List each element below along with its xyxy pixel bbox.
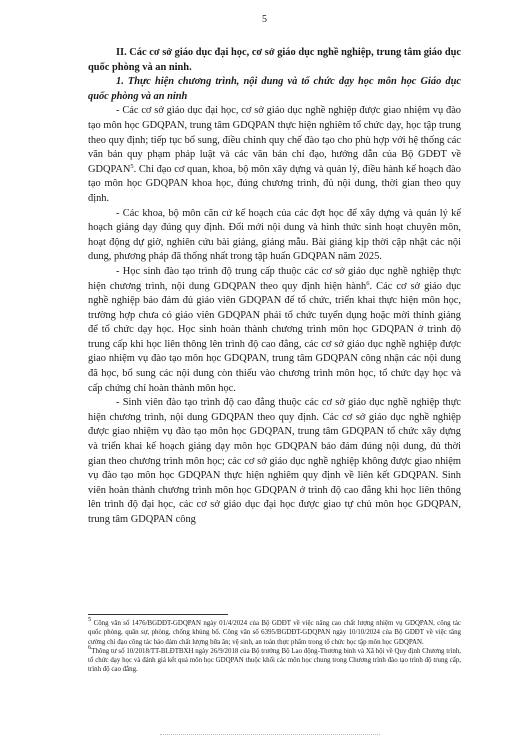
footnote-ref-5: 5 [130, 162, 134, 170]
footnote-ref-6: 6 [366, 279, 370, 287]
paragraph-1-text-cont: . Chỉ đạo cơ quan, khoa, bộ môn xây dựng và quản lý, điều hành kế hoạch đào tạo môn học GDQPAN khoa học, đúng chương trình, đủ nội dung, thời gian theo quy định. [88, 163, 461, 204]
footnote-divider [88, 614, 228, 615]
footnotes [88, 616, 461, 675]
subsection-heading: 1. Thực hiện chương trình, nội dung và tổ chức dạy học môn học Giáo dục quốc phòng và an ninh [88, 76, 461, 102]
paragraph-4: - Sinh viên đào tạo trình độ cao đẳng thuộc các cơ sở giáo dục nghề nghiệp thực hiện chương trình, nội dung GDQPAN theo quy định. Các cơ sở giáo dục nghề nghiệp được giao nhiệm vụ đào tạo môn học GDQPAN, trung tâm GDQPAN tổ chức xây dựng và triển khai kế hoạch giảng dạy môn học GDQPAN bảo đảm đúng nội dung, đủ thời gian theo chương trình môn học; các cơ sở giáo dục nghề nghiệp không được giao nhiệm vụ đào tạo môn học GDQPAN thực hiện nghiêm quy định về liên kết GDQPAN. Sinh viên hoàn thành chương trình môn học GDQPAN ở trình độ cao đẳng khi học liên thông lên trình độ đại học, các cơ sở giáo dục đại học được giao tự chủ môn học GDQPAN, trung tâm GDQPAN công [88, 397, 461, 525]
footnote-5 [88, 616, 461, 647]
section-heading: II. Các cơ sở giáo dục đại học, cơ sở giáo dục nghề nghiệp, trung tâm giáo dục quốc phòng và an ninh. [88, 47, 461, 73]
paragraph-1 [88, 104, 461, 206]
page-number: 5 [262, 14, 267, 25]
paragraph-3-text-cont: . Các cơ sở giáo dục nghề nghiệp bảo đảm đủ giáo viên GDQPAN để tổ chức, triển khai thực hiện môn học, trường hợp chưa có giáo viên GDQPAN phải tổ chức tuyển dụng hoặc mời thỉnh giảng để tổ chức dạy học. Học sinh hoàn thành chương trình môn học GDQPAN ở trình độ trung cấp khi học liên thông lên trình độ cao đẳng, các cơ sở giáo dục nghề nghiệp được giao nhiệm vụ đào tạo môn học GDQPAN, trung tâm GDQPAN công nhận các nội dung đã học, bổ sung các nội dung còn thiếu vào chương trình môn học, tổ chức dạy học và cấp chứng chỉ hoàn thành môn học. [88, 280, 461, 394]
paragraph-1-text: - Các cơ sở giáo dục đại học, cơ sở giáo dục nghề nghiệp được giao nhiệm vụ đào tạo môn học GDQPAN, trung tâm GDQPAN thực hiện nghiêm tổ chức dạy, học tập trung theo quy định; tiếp tục bổ sung, điều chỉnh quy chế đào tạo cho phù hợp với hệ thống các văn bản quy phạm pháp luật và các văn bản chỉ đạo, hướng dẫn của Bộ GDĐT về GDQPAN [88, 105, 461, 175]
paragraph-3-text: - Học sinh đào tạo trình độ trung cấp thuộc các cơ sở giáo dục nghề nghiệp thực hiện chương trình, nội dung GDQPAN theo quy định hiện hành [88, 265, 461, 292]
paragraph-3 [88, 265, 461, 396]
footnote-5-mark: 5 [88, 616, 92, 623]
footnote-5-text: Công văn số 1476/BGDĐT-GDQPAN ngày 01/4/2024 của Bộ GDĐT về việc nâng cao chất lượng nhiệm vụ GDQPAN, công tác quốc phòng, quân sự, phòng, chống khủng bố. Công văn số 6395/BGDĐT-GDQPAN ngày 10/10/2024 của Bộ GDĐT về việc tăng cường chỉ đạo công tác bảo đảm chất lượng bữa ăn; vệ sinh, an toàn thực phẩm trong tổ chức học tập môn học GDQPAN. [88, 620, 461, 646]
footnote-6 [88, 643, 461, 675]
scan-artifact-line [160, 734, 380, 735]
footnote-6-text: Thông tư số 10/2018/TT-BLĐTBXH ngày 26/9/2018 của Bộ trưởng Bộ Lao động-Thương binh và Xã hội về Quy định Chương trình, tổ chức dạy học và đánh giá kết quả môn học GDQPAN thuộc khối các môn học chung trong Chương trình đào tạo trình độ trung cấp, trình độ cao đẳng. [88, 647, 461, 674]
paragraph-2: - Các khoa, bộ môn căn cứ kế hoạch của các đợt học để xây dựng và quản lý kế hoạch giảng dạy đúng quy định. Đổi mới nội dung và hình thức sinh hoạt chuyên môn, hoạt động dự giờ, nghiên cứu bài giảng, giảng mẫu. Bài giảng kịp thời cập nhật các nội dung, phương pháp đã thống nhất trong tập huấn GDQPAN năm 2025. [88, 207, 461, 263]
footnote-6-mark: 6 [88, 643, 92, 651]
document-body [88, 46, 461, 528]
